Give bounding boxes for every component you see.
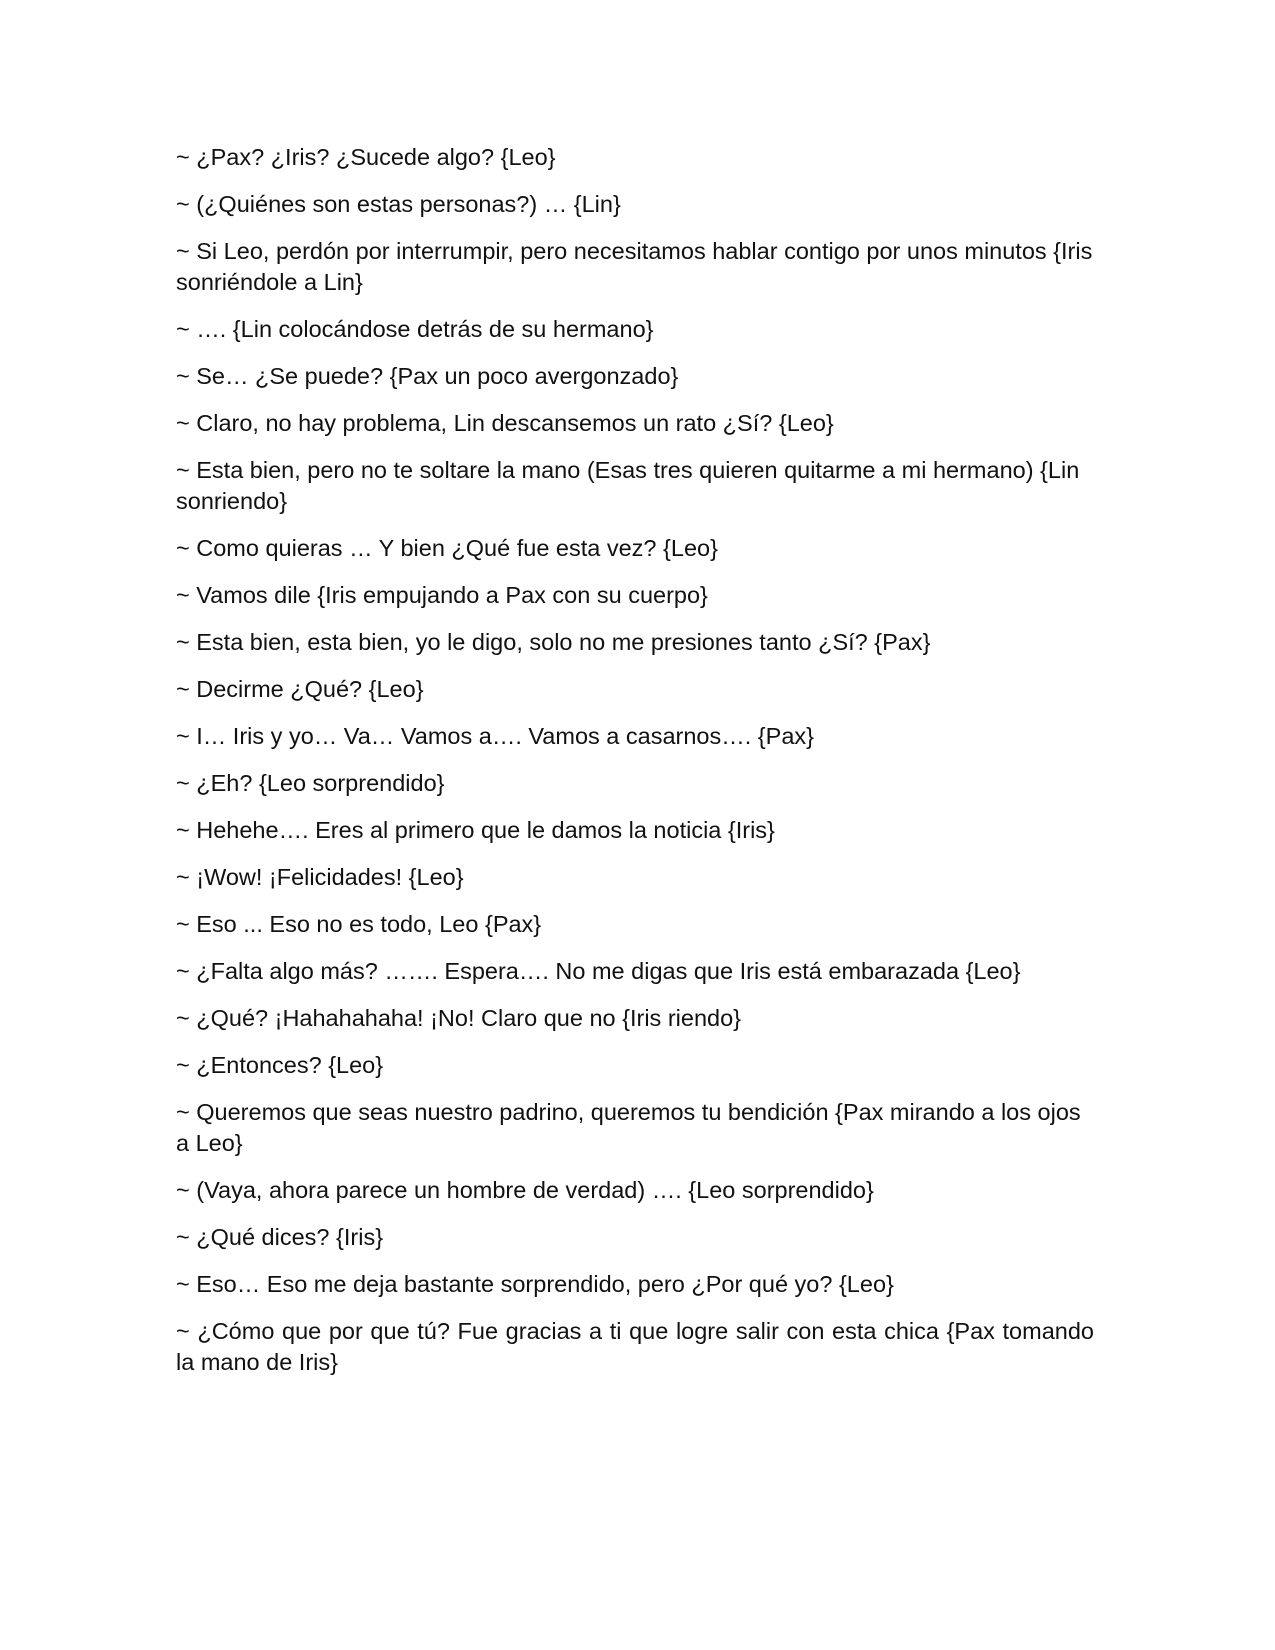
dialogue-line: ~ Esta bien, pero no te soltare la mano (Esas tres quieren quitarme a mi hermano) {Lin sonriendo} (176, 457, 1080, 514)
dialogue-line: ~ ¿Cómo que por que tú? Fue gracias a ti que logre salir con esta chica {Pax tomando la mano de Iris} (176, 1318, 1094, 1375)
dialogue-line: ~ I… Iris y yo… Va… Vamos a…. Vamos a casarnos…. {Pax} (176, 723, 814, 749)
dialogue-line: ~ (Vaya, ahora parece un hombre de verdad) …. {Leo sorprendido} (176, 1177, 874, 1203)
dialogue-line: ~ Esta bien, esta bien, yo le digo, solo no me presiones tanto ¿Sí? {Pax} (176, 629, 931, 655)
dialogue-line: ~ ¿Eh? {Leo sorprendido} (176, 770, 445, 796)
dialogue-line: ~ ¿Pax? ¿Iris? ¿Sucede algo? {Leo} (176, 144, 556, 170)
dialogue-line: ~ ¡Wow! ¡Felicidades! {Leo} (176, 864, 464, 890)
dialogue-line: ~ (¿Quiénes son estas personas?) … {Lin} (176, 191, 621, 217)
dialogue-line: ~ Eso ... Eso no es todo, Leo {Pax} (176, 911, 542, 937)
dialogue-line: ~ …. {Lin colocándose detrás de su hermano} (176, 316, 654, 342)
dialogue-line: ~ Queremos que seas nuestro padrino, queremos tu bendición {Pax mirando a los ojos a Leo} (176, 1099, 1081, 1156)
dialogue-line: ~ Claro, no hay problema, Lin descansemos un rato ¿Sí? {Leo} (176, 410, 834, 436)
dialogue-line: ~ Hehehe…. Eres al primero que le damos la noticia {Iris} (176, 817, 775, 843)
dialogue-line: ~ Se… ¿Se puede? {Pax un poco avergonzado} (176, 363, 679, 389)
dialogue-line: ~ Eso… Eso me deja bastante sorprendido, pero ¿Por qué yo? {Leo} (176, 1271, 894, 1297)
dialogue-line: ~ ¿Entonces? {Leo} (176, 1052, 384, 1078)
dialogue-line: ~ ¿Qué? ¡Hahahahaha! ¡No! Claro que no {Iris riendo} (176, 1005, 741, 1031)
dialogue-line: ~ Decirme ¿Qué? {Leo} (176, 676, 424, 702)
dialogue-line: ~ Vamos dile {Iris empujando a Pax con su cuerpo} (176, 582, 708, 608)
dialogue-body (176, 142, 1094, 1394)
dialogue-line: ~ Si Leo, perdón por interrumpir, pero necesitamos hablar contigo por unos minutos {Iris sonriéndole a Lin} (176, 238, 1093, 295)
dialogue-line: ~ Como quieras … Y bien ¿Qué fue esta vez? {Leo} (176, 535, 718, 561)
dialogue-line: ~ ¿Falta algo más? ……. Espera…. No me digas que Iris está embarazada {Leo} (176, 958, 1021, 984)
dialogue-line: ~ ¿Qué dices? {Iris} (176, 1224, 384, 1250)
